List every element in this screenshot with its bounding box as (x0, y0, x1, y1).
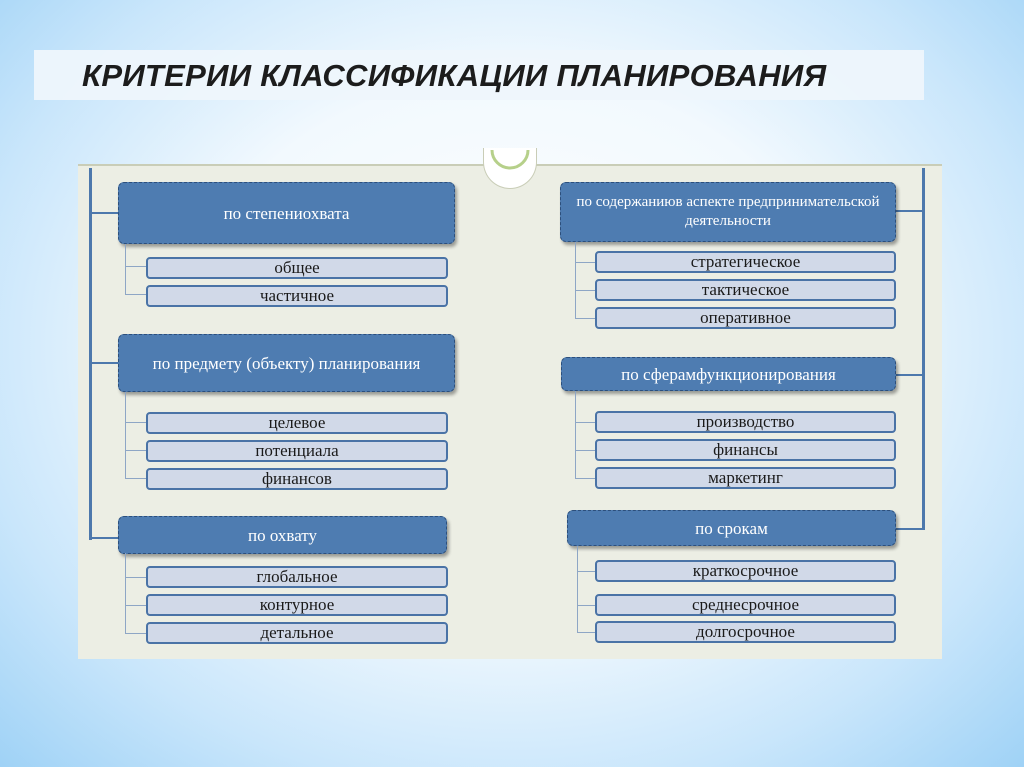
group-header-content: по содержаниюв аспекте предпринимательской деятельности (560, 182, 896, 242)
tree-line (577, 546, 578, 633)
leaf-detailed: детальное (146, 622, 448, 644)
decorative-ring (483, 148, 537, 189)
leaf-mid-term: среднесрочное (595, 594, 896, 616)
tree-line (125, 478, 147, 479)
leaf-contour: контурное (146, 594, 448, 616)
tree-line (575, 422, 597, 423)
tree-line (125, 553, 126, 634)
tree-line (575, 450, 597, 451)
tree-line (125, 266, 147, 267)
leaf-partial: частичное (146, 285, 448, 307)
tree-line (125, 294, 147, 295)
tree-line (575, 262, 597, 263)
leaf-finances: финансы (595, 439, 896, 461)
connector (89, 212, 119, 214)
tree-line (125, 244, 126, 294)
group-header-function-spheres: по сферамфункционирования (561, 357, 896, 391)
tree-line (575, 478, 597, 479)
group-header-subject: по предмету (объекту) планирования (118, 334, 455, 392)
leaf-operational: оперативное (595, 307, 896, 329)
tree-line (575, 290, 597, 291)
leaf-target: целевое (146, 412, 448, 434)
leaf-strategic: стратегическое (595, 251, 896, 273)
group-header-scope: по охвату (118, 516, 447, 554)
leaf-long-term: долгосрочное (595, 621, 896, 643)
leaf-global: глобальное (146, 566, 448, 588)
left-spine (89, 168, 92, 540)
tree-line (125, 577, 147, 578)
connector (89, 362, 119, 364)
tree-line (577, 632, 597, 633)
leaf-tactical: тактическое (595, 279, 896, 301)
leaf-short-term: краткосрочное (595, 560, 896, 582)
group-header-terms: по срокам (567, 510, 896, 546)
right-spine (922, 168, 925, 530)
leaf-production: производство (595, 411, 896, 433)
leaf-finance: финансов (146, 468, 448, 490)
tree-line (577, 605, 597, 606)
tree-line (125, 392, 126, 479)
tree-line (125, 422, 147, 423)
leaf-potential: потенциала (146, 440, 448, 462)
connector (89, 537, 119, 539)
tree-line (125, 633, 147, 634)
tree-line (575, 391, 576, 479)
leaf-general: общее (146, 257, 448, 279)
leaf-marketing: маркетинг (595, 467, 896, 489)
tree-line (575, 318, 597, 319)
tree-line (577, 571, 597, 572)
connector (894, 528, 924, 530)
connector (894, 210, 924, 212)
connector (894, 374, 924, 376)
page-title: КРИТЕРИИ КЛАССИФИКАЦИИ ПЛАНИРОВАНИЯ (82, 58, 827, 93)
tree-line (125, 605, 147, 606)
group-header-coverage-degree: по степениохвата (118, 182, 455, 244)
tree-line (125, 450, 147, 451)
tree-line (575, 242, 576, 319)
